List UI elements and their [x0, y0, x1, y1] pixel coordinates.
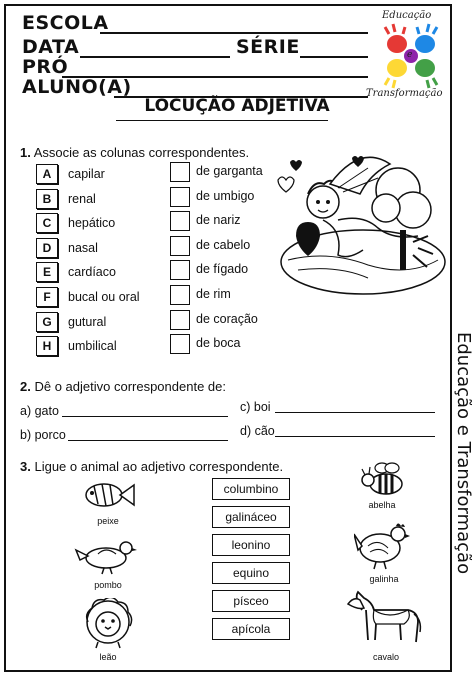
q1-prompt [20, 145, 249, 160]
q2-item-a: a) gato [20, 404, 59, 418]
q2-number: 2. [20, 379, 31, 394]
answer-box[interactable] [170, 285, 190, 305]
hen-icon [354, 520, 410, 570]
adjective-box[interactable]: galináceo [212, 506, 290, 528]
cupid-illustration [268, 150, 448, 298]
right-item-text: de umbigo [196, 189, 255, 203]
left-item-text: hepático [68, 216, 116, 230]
left-item-text: umbilical [68, 339, 117, 353]
answer-box[interactable] [170, 187, 190, 207]
animal-label-cavalo: cavalo [372, 652, 399, 662]
bee-icon [358, 462, 408, 498]
grade-field[interactable] [300, 56, 368, 58]
pigeon-icon [74, 536, 138, 576]
letter-box: E [36, 262, 58, 282]
left-item-text: gutural [68, 315, 107, 329]
school-label: ESCOLA [22, 12, 109, 34]
q2-item-b: b) porco [20, 428, 66, 442]
q2-answer-a[interactable] [62, 416, 228, 417]
date-field[interactable] [80, 56, 230, 58]
animal-label-peixe: peixe [97, 516, 119, 526]
letter-box: B [36, 189, 58, 209]
side-text: Educação e Transformação [453, 332, 474, 575]
animal-label-abelha: abelha [368, 500, 396, 510]
adjective-box[interactable]: leonino [212, 534, 290, 556]
q3-prompt [20, 459, 283, 474]
animal-label-galinha: galinha [369, 574, 399, 584]
letter-box: F [36, 287, 58, 307]
logo-line2: e [407, 50, 413, 60]
adjective-box[interactable]: columbino [212, 478, 290, 500]
q1-number: 1. [20, 145, 31, 160]
fish-icon [80, 478, 136, 512]
teacher-label: PRÓ [22, 56, 69, 78]
adjective-box[interactable]: apícola [212, 618, 290, 640]
left-item-text: renal [68, 192, 96, 206]
horse-icon [344, 590, 424, 646]
right-item-text: de boca [196, 336, 241, 350]
answer-box[interactable] [170, 162, 190, 182]
date-label: DATA [22, 36, 80, 58]
answer-box[interactable] [170, 334, 190, 354]
letter-box: A [36, 164, 58, 184]
letter-box: G [36, 312, 58, 332]
page-title: LOCUÇÃO ADJETIVA [144, 96, 330, 116]
q2-answer-b[interactable] [68, 440, 228, 441]
grade-label: SÉRIE [236, 36, 300, 58]
school-field[interactable] [100, 32, 368, 34]
answer-box[interactable] [170, 310, 190, 330]
right-item-text: de cabelo [196, 238, 251, 252]
letter-box: D [36, 238, 58, 258]
animal-label-pombo: pombo [94, 580, 122, 590]
left-item-text: cardíaco [68, 265, 116, 279]
lion-icon [82, 598, 134, 650]
right-item-text: de fígado [196, 262, 249, 276]
answer-box[interactable] [170, 211, 190, 231]
left-item-text: capilar [68, 167, 105, 181]
side-watermark-text [452, 330, 474, 670]
letter-box: H [36, 336, 58, 356]
student-label: ALUNO(A) [22, 76, 132, 98]
letter-box: C [36, 213, 58, 233]
q3-text: Ligue o animal ao adjetivo correspondente. [34, 459, 284, 474]
right-item-text: de nariz [196, 213, 241, 227]
q2-answer-d[interactable] [275, 436, 435, 437]
q3-number: 3. [20, 459, 31, 474]
right-item-text: de rim [196, 287, 231, 301]
answer-box[interactable] [170, 236, 190, 256]
title-underline [116, 120, 328, 121]
logo-line3: Transformação [366, 88, 443, 99]
right-item-text: de garganta [196, 164, 263, 178]
answer-box[interactable] [170, 260, 190, 280]
q2-item-c: c) boi [240, 400, 271, 414]
left-item-text: bucal ou oral [68, 290, 140, 304]
right-item-text: de coração [196, 312, 258, 326]
q2-answer-c[interactable] [275, 412, 435, 413]
q1-text: Associe as colunas correspondentes. [33, 145, 250, 160]
left-item-text: nasal [68, 241, 98, 255]
q2-prompt [20, 379, 226, 394]
logo [366, 8, 450, 100]
adjective-box[interactable]: equino [212, 562, 290, 584]
logo-line1: Educação [382, 10, 432, 21]
q2-text: Dê o adjetivo correspondente de: [34, 379, 226, 394]
animal-label-leao: leão [99, 652, 117, 662]
q2-item-d: d) cão [240, 424, 275, 438]
adjective-box[interactable]: písceo [212, 590, 290, 612]
